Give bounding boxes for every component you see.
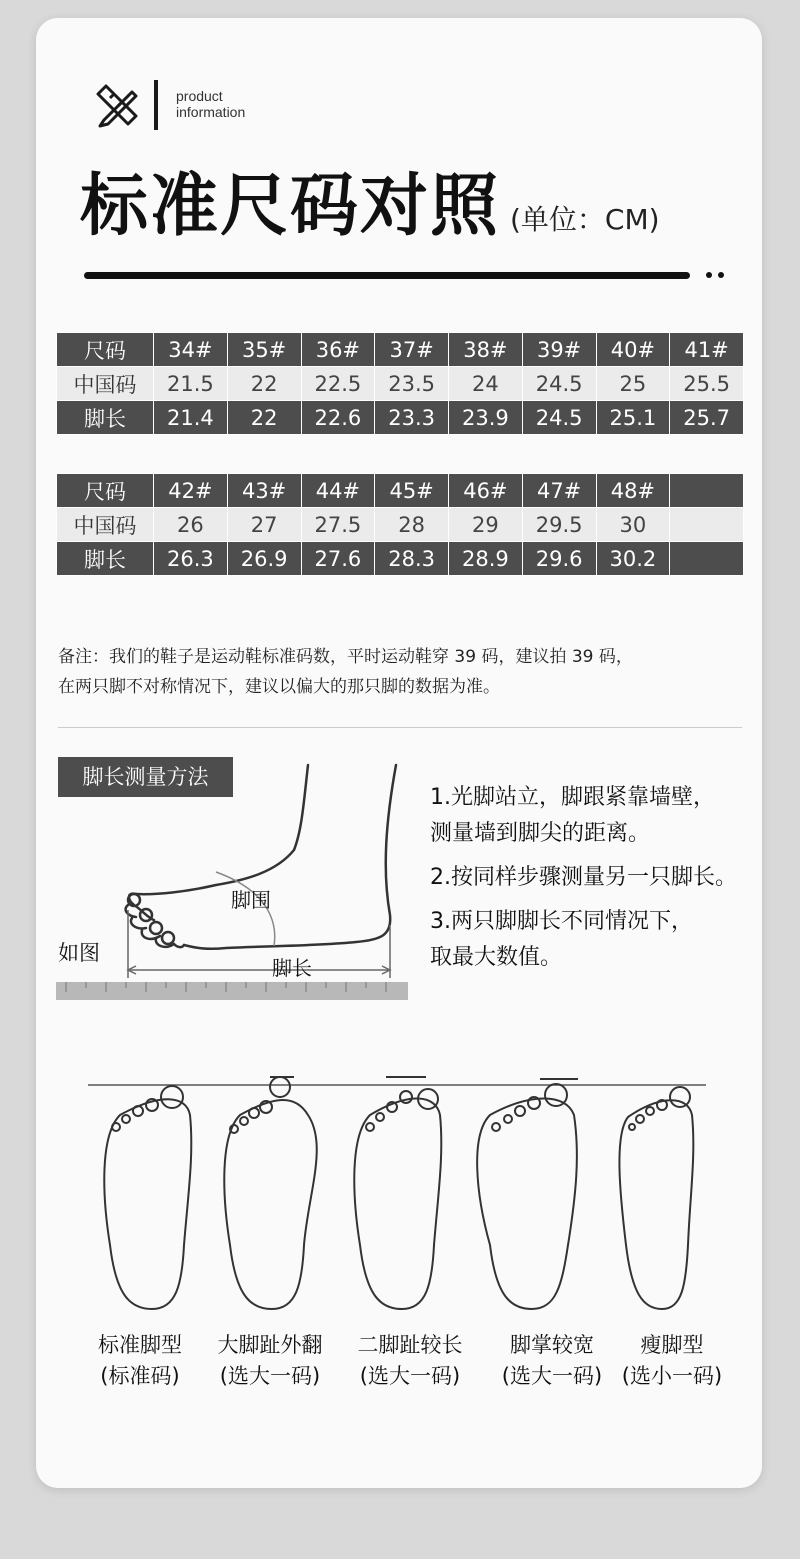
foot-type-wide [482, 1330, 622, 1392]
table-cell [670, 508, 744, 542]
table-cell: 37# [375, 333, 449, 367]
foot-type-name: 标准脚型 [98, 1333, 182, 1357]
decor-dot [706, 272, 712, 278]
table-cell [670, 474, 744, 508]
size-table-2 [56, 473, 744, 576]
table-cell: 26.9 [227, 542, 301, 576]
foot-type-standard [70, 1330, 210, 1392]
table-cell: 26 [154, 508, 228, 542]
table-cell: 22 [227, 367, 301, 401]
page-title: 标准尺码对照 [80, 167, 501, 246]
foot-type-advice: (选大一码) [359, 1364, 461, 1388]
table-cell: 34# [154, 333, 228, 367]
table-cell: 30.2 [596, 542, 670, 576]
table-cell: 30 [596, 508, 670, 542]
table-cell: 22.5 [301, 367, 375, 401]
table-cell: 40# [596, 333, 670, 367]
table-cell: 21.5 [154, 367, 228, 401]
foot-type-long-second-toe [340, 1330, 480, 1392]
table-row [57, 508, 744, 542]
foot-type-name: 瘦脚型 [640, 1333, 704, 1357]
row-header: 中国码 [57, 508, 154, 542]
table-cell: 21.4 [154, 401, 228, 435]
foot-type-bunion [200, 1330, 340, 1392]
foot-type-advice: (选大一码) [219, 1364, 321, 1388]
step-2: 2.按同样步骤测量另一只脚长。 [430, 865, 737, 890]
foot-type-name: 大脚趾外翻 [217, 1333, 323, 1357]
row-header: 脚长 [57, 401, 154, 435]
foot-type-slim [602, 1330, 742, 1392]
section-divider [58, 727, 742, 728]
table-cell: 29.6 [522, 542, 596, 576]
logo-line1: product [176, 88, 223, 104]
row-header: 中国码 [57, 367, 154, 401]
table-cell: 24 [449, 367, 523, 401]
step-1b: 测量墙到脚尖的距离。 [430, 821, 651, 846]
table-cell: 27.5 [301, 508, 375, 542]
table-cell: 46# [449, 474, 523, 508]
table-cell: 24.5 [522, 401, 596, 435]
logo-text [176, 88, 245, 120]
length-label: 脚长 [272, 956, 312, 980]
girth-label: 脚围 [231, 888, 271, 912]
unit-label: (单位：CM) [510, 203, 660, 236]
table-cell: 47# [522, 474, 596, 508]
measure-steps [430, 780, 790, 976]
table-cell: 25 [596, 367, 670, 401]
size-table-1 [56, 332, 744, 435]
table-cell: 27 [227, 508, 301, 542]
table-cell: 23.3 [375, 401, 449, 435]
table-cell: 45# [375, 474, 449, 508]
table-cell: 24.5 [522, 367, 596, 401]
note-line2: 在两只脚不对称情况下，建议以偏大的那只脚的数据为准。 [58, 677, 500, 697]
table-cell: 28.3 [375, 542, 449, 576]
table-row [57, 542, 744, 576]
table-cell: 26.3 [154, 542, 228, 576]
table-cell: 25.7 [670, 401, 744, 435]
table-cell: 39# [522, 333, 596, 367]
table-cell: 29.5 [522, 508, 596, 542]
foot-type-name: 脚掌较宽 [510, 1333, 594, 1357]
step-1a: 1.光脚站立，脚跟紧靠墙壁， [430, 785, 715, 810]
table-cell: 25.5 [670, 367, 744, 401]
table-cell: 36# [301, 333, 375, 367]
table-cell: 48# [596, 474, 670, 508]
pencil-ruler-icon [92, 80, 142, 130]
step-3a: 3.两只脚脚长不同情况下， [430, 909, 693, 934]
row-header: 尺码 [57, 474, 154, 508]
row-header: 尺码 [57, 333, 154, 367]
foot-type-advice: (标准码) [100, 1364, 180, 1388]
table-cell: 44# [301, 474, 375, 508]
table-cell: 22 [227, 401, 301, 435]
table-row [57, 367, 744, 401]
table-cell: 43# [227, 474, 301, 508]
foot-type-advice: (选大一码) [501, 1364, 603, 1388]
table-cell: 42# [154, 474, 228, 508]
table-cell: 27.6 [301, 542, 375, 576]
table-cell: 28 [375, 508, 449, 542]
logo-line2: information [176, 104, 246, 120]
note-line1: 备注：我们的鞋子是运动鞋标准码数，平时运动鞋穿 39 码，建议拍 39 码， [58, 647, 633, 667]
table-cell: 35# [227, 333, 301, 367]
foot-types-illustration [80, 1075, 720, 1325]
figure-label: 如图 [58, 941, 100, 965]
table-row [57, 401, 744, 435]
logo-divider [154, 80, 158, 130]
table-cell: 23.5 [375, 367, 449, 401]
table-cell [670, 542, 744, 576]
step-3b: 取最大数值。 [430, 945, 563, 970]
table-cell: 25.1 [596, 401, 670, 435]
row-header: 脚长 [57, 542, 154, 576]
table-row [57, 333, 744, 367]
foot-type-advice: (选小一码) [621, 1364, 723, 1388]
table-cell: 38# [449, 333, 523, 367]
table-cell: 23.9 [449, 401, 523, 435]
table-row [57, 474, 744, 508]
table-cell: 22.6 [301, 401, 375, 435]
table-cell: 29 [449, 508, 523, 542]
table-cell: 28.9 [449, 542, 523, 576]
title-underline [84, 272, 690, 279]
foot-type-name: 二脚趾较长 [357, 1333, 463, 1357]
method-label: 脚长测量方法 [58, 757, 233, 797]
note [58, 642, 748, 702]
decor-dot [718, 272, 724, 278]
table-cell: 41# [670, 333, 744, 367]
